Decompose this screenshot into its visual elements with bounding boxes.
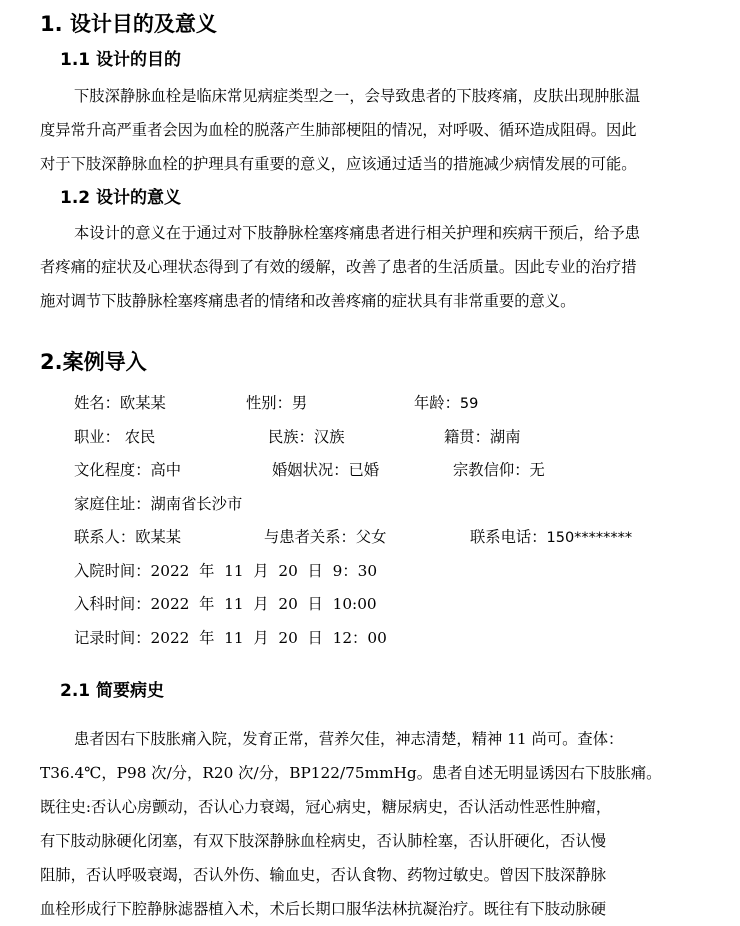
age-value: 59 [459,396,479,412]
patient-name: 姓名：欧某某 [74,394,166,412]
department-entry-time: 入科时间：2022 年 11 月 20 日 10:00 [74,595,377,613]
patient-occupation: 职业： 农民 [74,428,156,446]
subsection-heading-significance: 1.2 设计的意义 [60,188,182,208]
patient-marital-status: 婚姻状况：已婚 [272,461,380,479]
patient-address: 家庭住址：湖南省长沙市 [74,495,243,513]
patient-native-place: 籍贯：湖南 [444,428,521,446]
age-label: 年龄： [414,394,460,412]
paragraph-purpose [40,79,712,181]
info-row-record [74,621,714,655]
phone-label: 联系电话： [470,528,547,546]
contact-relation: 与患者关系：父女 [264,528,387,546]
section-heading-case-intro: 2.案例导入 [40,350,147,374]
patient-education: 文化程度：高中 [74,461,182,479]
paragraph-line: 本设计的意义在于通过对下肢静脉栓塞疼痛患者进行相关护理和疾病干预后，给予患 [74,224,640,242]
paragraph-line: 有下肢动脉硬化闭塞，有双下肢深静脉血栓病史，否认肺栓塞，否认肝硬化，否认慢 [40,832,606,850]
paragraph-brief-history [40,722,712,926]
paragraph-line: 血栓形成行下腔静脉滤器植入术，术后长期口服华法林抗凝治疗。既往有下肢动脉硬 [40,900,606,918]
paragraph-line: 者疼痛的症状及心理状态得到了有效的缓解，改善了患者的生活质量。因此专业的治疗措 [40,258,637,276]
paragraph-line: 既往史:否认心房颤动，否认心力衰竭，冠心病史，糖尿病史，否认活动性恶性肿瘤， [40,798,612,816]
paragraph-line: 度异常升高严重者会因为血栓的脱落产生肺部梗阻的情况，对呼吸、循环造成阻碍。因此 [40,121,637,139]
subsection-heading-brief-history: 2.1 简要病史 [60,681,165,701]
paragraph-line: 患者因右下肢胀痛入院，发育正常，营养欠佳，神志清楚，精神 11 尚可。查体： [74,730,624,748]
info-row-admission [74,554,714,588]
info-row-education [74,453,714,487]
info-row-department [74,587,714,621]
record-time: 记录时间：2022 年 11 月 20 日 12：00 [74,629,387,647]
info-row-address [74,487,714,521]
phone-value: 150******** [546,530,633,546]
patient-ethnicity: 民族：汉族 [268,428,345,446]
contact-phone [470,520,632,555]
info-row-contact [74,520,714,554]
section-heading-design-purpose: 1. 设计目的及意义 [40,12,217,36]
paragraph-significance [40,216,712,318]
patient-gender: 性别：男 [246,394,308,412]
paragraph-line: 施对调节下肢静脉栓塞疼痛患者的情绪和改善疼痛的症状具有非常重要的意义。 [40,292,576,310]
paragraph-line: 下肢深静脉血栓是临床常见病症类型之一，会导致患者的下肢疼痛，皮肤出现肿胀温 [74,87,640,105]
patient-age [414,386,478,421]
admission-time: 入院时间：2022 年 11 月 20 日 9：30 [74,562,378,580]
paragraph-line: 对于下肢深静脉血栓的护理具有重要的意义，应该通过适当的措施减少病情发展的可能。 [40,155,637,173]
contact-person: 联系人：欧某某 [74,528,182,546]
paragraph-line: 阻肺，否认呼吸衰竭，否认外伤、输血史，否认食物、药物过敏史。曾因下肢深静脉 [40,866,606,884]
info-row-basic [74,386,714,420]
paragraph-line: T36.4℃，P98 次/分，R20 次/分，BP122/75mmHg。患者自述无明显诱因右下肢胀痛。 [40,764,662,782]
subsection-heading-purpose: 1.1 设计的目的 [60,50,182,70]
patient-religion: 宗教信仰：无 [453,461,545,479]
info-row-occupation [74,420,714,454]
